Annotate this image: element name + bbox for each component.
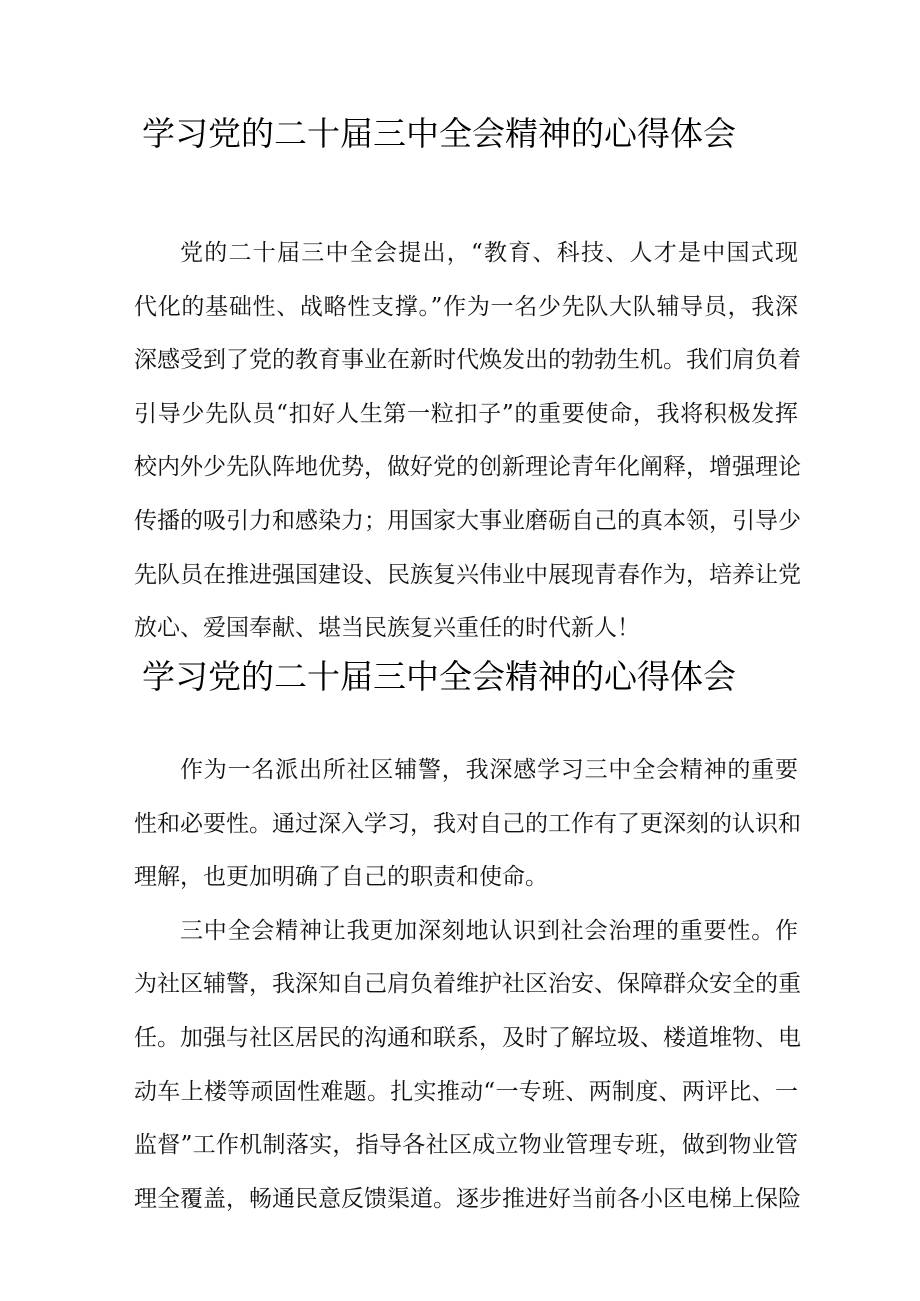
section-1-title: 学习党的二十届三中全会精神的心得体会 (142, 114, 736, 153)
paragraph-line: 引导少先队员“扣好人生第一粒扣子”的重要使命，我将积极发挥 (134, 400, 798, 427)
paragraph-line: 放心、爱国奉献、堪当民族复兴重任的时代新人！ (134, 615, 640, 642)
paragraph-line: 理解，也更加明确了自己的职责和使命。 (134, 864, 548, 891)
paragraph-line: 党的二十届三中全会提出，“教育、科技、人才是中国式现 (180, 240, 798, 266)
section-1-body (134, 235, 801, 664)
section-2-body (134, 752, 801, 1234)
paragraph-line: 作为一名派出所社区辅警，我深感学习三中全会精神的重要 (180, 757, 798, 783)
paragraph-line: 深感受到了党的教育事业在新时代焕发出的勃勃生机。我们肩负着 (134, 347, 801, 374)
paragraph-line: 动车上楼等顽固性难题。扎实推动“一专班、两制度、两评比、一 (134, 1078, 798, 1105)
paragraph-line: 代化的基础性、战略性支撑。”作为一名少先队大队辅导员，我深 (134, 293, 798, 320)
paragraph-line: 为社区辅警，我深知自己肩负着维护社区治安、保障群众安全的重 (134, 971, 801, 998)
paragraph-line: 监督”工作机制落实，指导各社区成立物业管理专班，做到物业管 (134, 1132, 798, 1159)
paragraph-line: 校内外少先队阵地优势，做好党的创新理论青年化阐释，增强理论 (134, 454, 801, 481)
paragraph-line: 传播的吸引力和感染力；用国家大事业磨砺自己的真本领，引导少 (134, 507, 801, 534)
paragraph-line: 先队员在推进强国建设、民族复兴伟业中展现青春作为，培养让党 (134, 561, 801, 588)
paragraph-line: 性和必要性。通过深入学习，我对自己的工作有了更深刻的认识和 (134, 810, 801, 837)
paragraph-line: 理全覆盖，畅通民意反馈渠道。逐步推进好当前各小区电梯上保险 (134, 1185, 801, 1212)
section-2-title: 学习党的二十届三中全会精神的心得体会 (142, 657, 736, 696)
paragraph-line: 任。加强与社区居民的沟通和联系，及时了解垃圾、楼道堆物、电 (134, 1024, 801, 1051)
paragraph-line: 三中全会精神让我更加深刻地认识到社会治理的重要性。作 (180, 917, 798, 944)
